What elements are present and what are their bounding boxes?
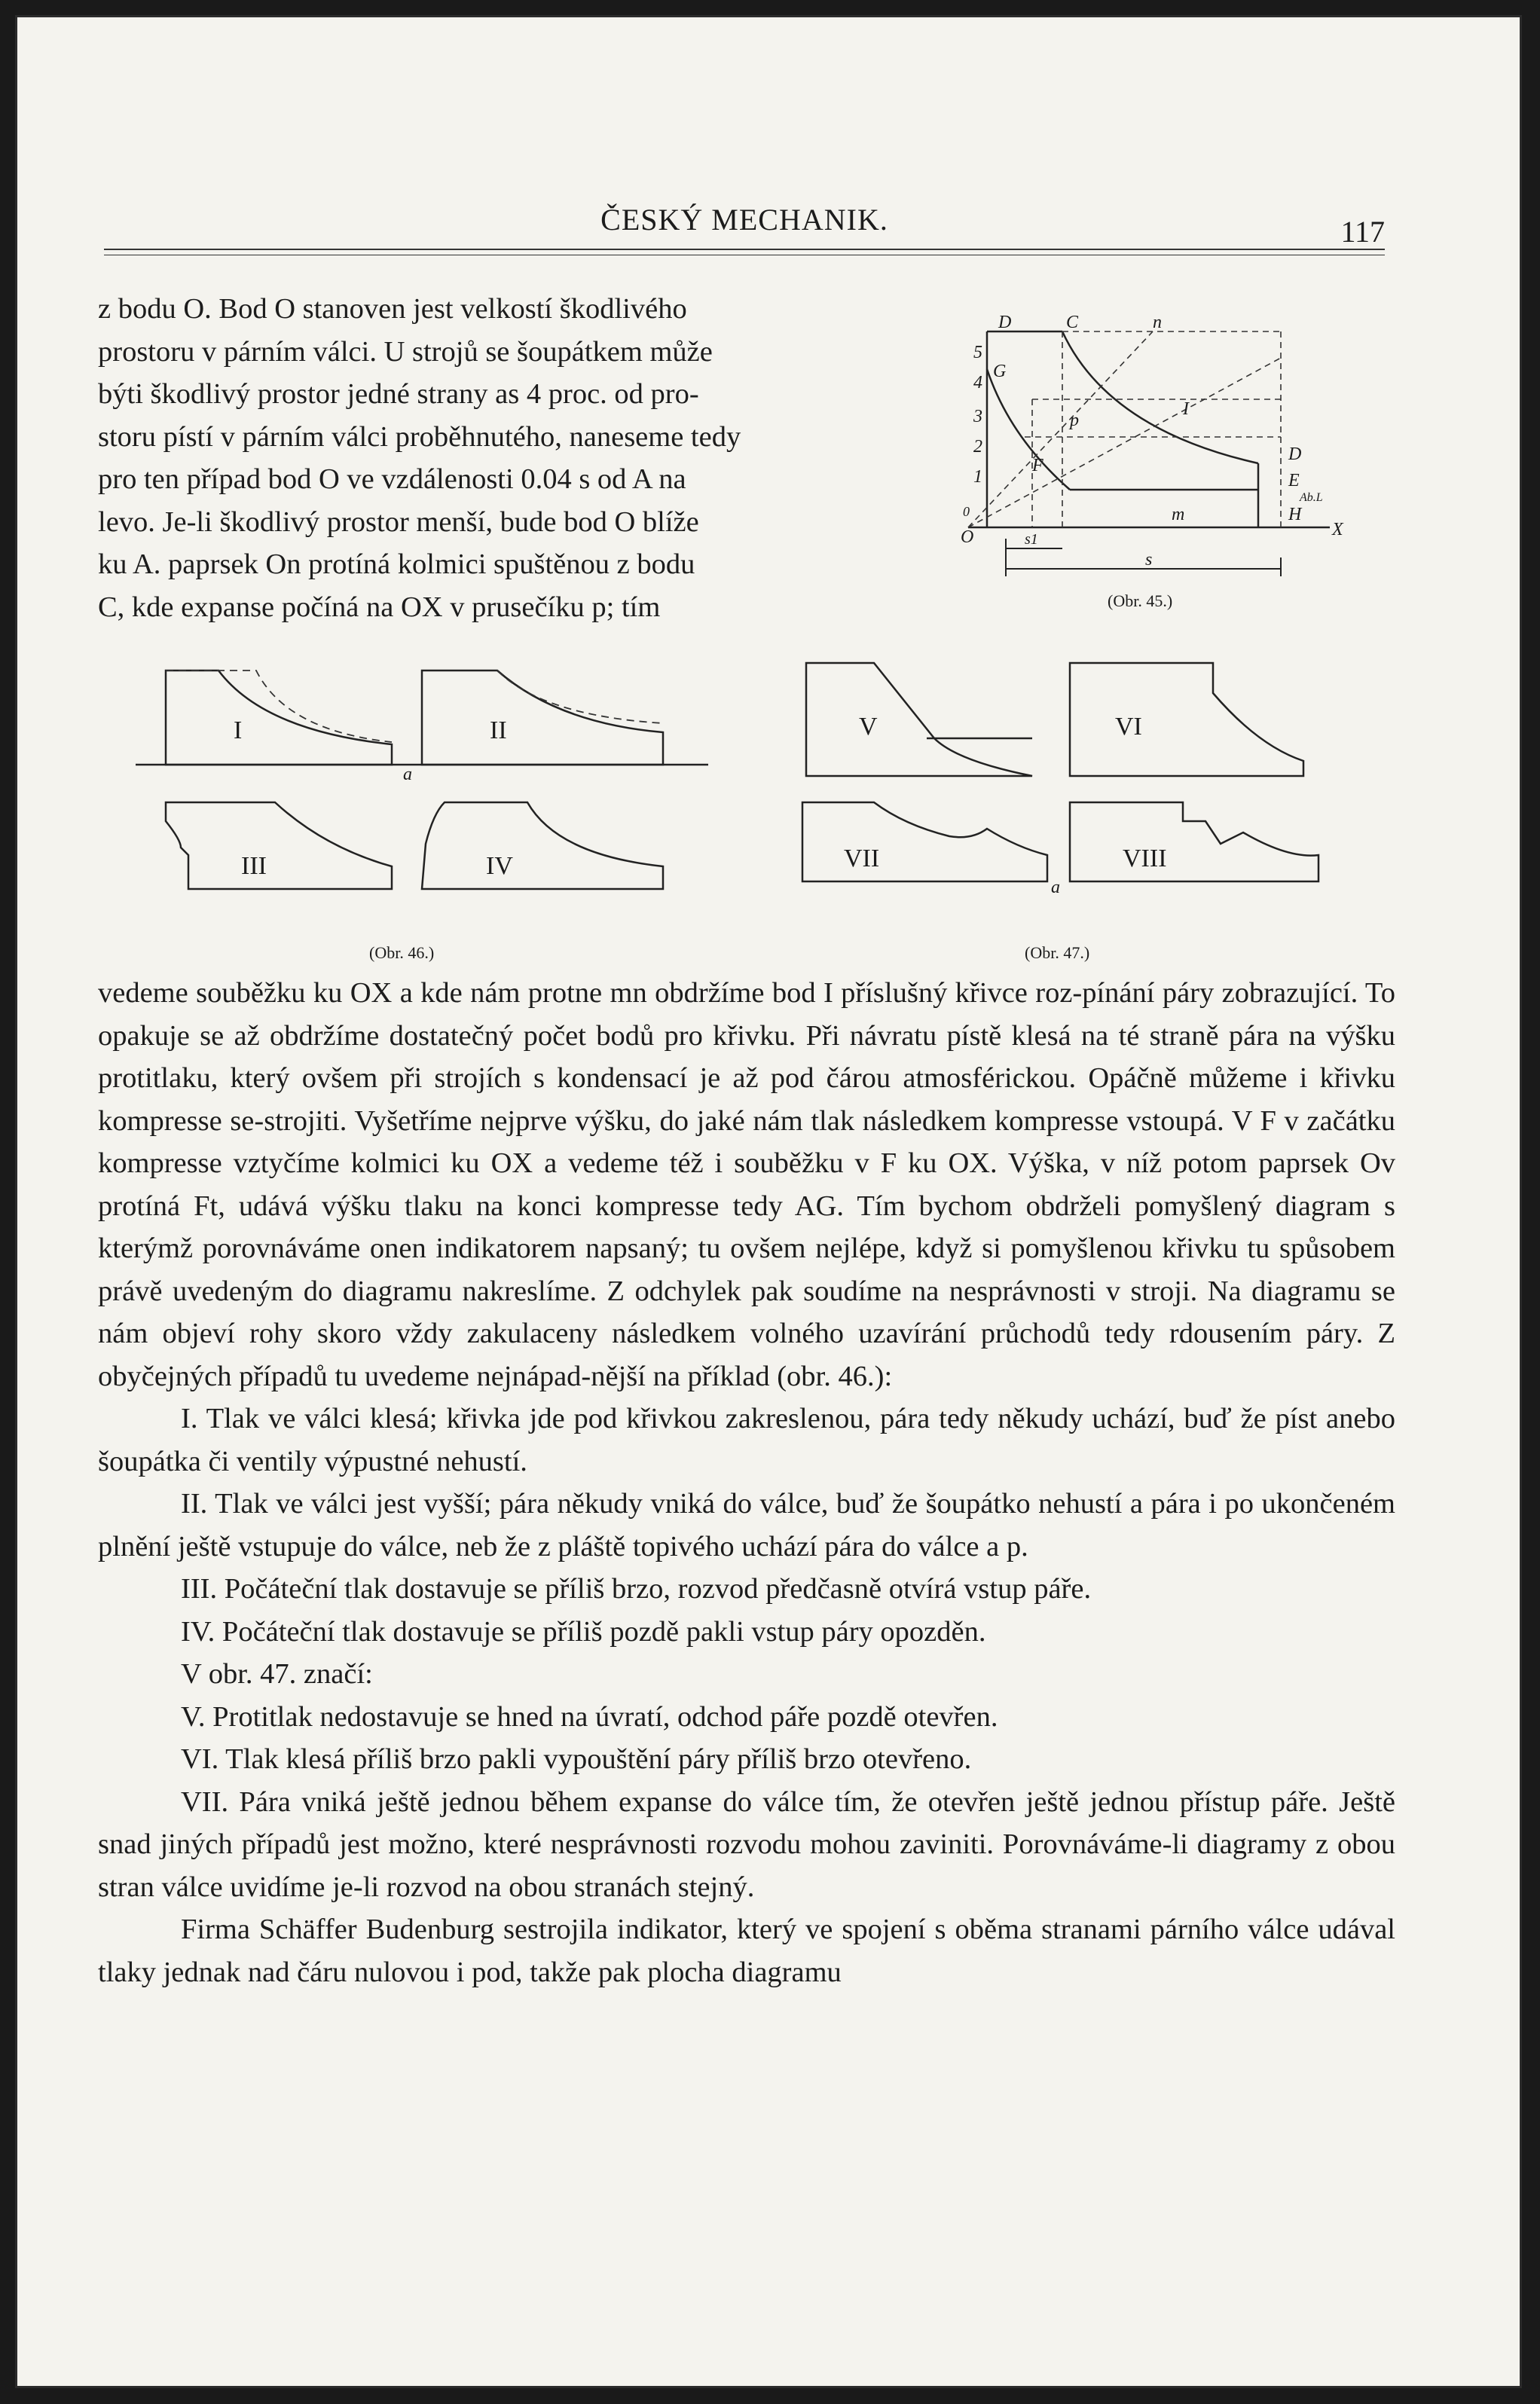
page-number: 117 <box>1340 215 1385 249</box>
fig45-label: D <box>998 313 1012 332</box>
fig45-label: I <box>1183 399 1189 419</box>
expansion-curve <box>1062 331 1258 463</box>
diagram-V <box>806 663 1032 776</box>
diagram-VIII <box>1070 802 1318 881</box>
figure-46-caption: (Obr. 46.) <box>369 943 435 962</box>
fig45-label: C <box>1066 313 1079 332</box>
body-paragraph: Firma Schäffer Budenburg sestrojila indikator, který ve spojení s oběma stranami párního válce udával tlaky jednak nad čáru nulovou i pod, takže pak plocha diagramu <box>98 1914 1395 1988</box>
intro-line: prostoru v párním válci. U strojů se šoupátkem může <box>98 335 713 368</box>
intro-line: ku A. paprsek On protíná kolmici spuštěnou z bodu <box>98 548 695 580</box>
fig45-label: s1 <box>1025 531 1038 548</box>
figure-45-drawing <box>934 301 1356 618</box>
diagram-II <box>422 670 663 765</box>
ideal-curve-I <box>166 670 392 742</box>
fig46-label: IV <box>486 852 513 880</box>
figure-47-drawing <box>791 648 1364 904</box>
fig45-label: 3 <box>973 407 982 426</box>
body-paragraph: vedeme souběžku ku OX a kde nám protne mn obdržíme bod I příslušný křivce roz-pínání páry zobrazující. To opakuje se až obdržíme dostatečný počet bodů pro křivku. Při návratu pístě klesá na té straně pára na výšku protitlaku, který ovšem při strojích s kondensací je až pod čárou atmosférickou. Opáčně můžeme i křivku kompresse se-strojiti. Vyšetříme nejprve výšku, do jaké nám tlak následkem kompresse vstoupá. V F v začátku kompresse vztyčíme kolmici ku OX a vedeme též i souběžku v F ku OX. Výška, v níž potom paprsek Ov protíná Ft, udává výšku tlaku na konci kompresse tedy AG. Tím bychom obdrželi pomyšlený diagram s kterýmž porovnáváme onen indikatorem napsaný; tu ovšem nejlépe, když si pomyšlenou křivku tu spůsobem právě uvedeným do diagramu nakreslíme. Z odchylek pak soudíme na nesprávnosti v stroji. Na diagramu se nám objeví rohy skoro vždy zakulaceny následkem volného uzavírání průchodů tedy rdousením páry. Z obyčejných případů tu uvedeme nejnápad-nější na příklad (obr. 46.): <box>98 977 1395 1392</box>
ray-2 <box>968 358 1281 527</box>
body-paragraph: V. Protitlak nedostavuje se hned na úvratí, odchod páře pozdě otevřen. <box>181 1700 998 1733</box>
fig45-label: D <box>1288 444 1302 464</box>
fig45-label: 4 <box>973 373 982 393</box>
body-paragraph: III. Počáteční tlak dostavuje se příliš brzo, rozvod předčasně otvírá vstup páře. <box>181 1573 1092 1605</box>
page <box>15 15 1522 2388</box>
body-paragraph: II. Tlak ve válci jest vyšší; pára někudy vniká do válce, buď že šoupátko nehustí a pára i po ukončeném plnění ještě vstupuje do válce, neb že z pláště topivého uchází pára do válce a p. <box>98 1488 1395 1562</box>
intro-line: C, kde expanse počíná na OX v prusečíku p; tím <box>98 591 661 623</box>
running-title: ČESKÝ MECHANIK. <box>600 203 888 237</box>
fig47-label: VII <box>844 845 880 872</box>
intro-line: z bodu O. Bod O stanoven jest velkostí škodlivého <box>98 293 687 325</box>
intro-line: pro ten případ bod O ve vzdálenosti 0.04 s od A na <box>98 463 686 495</box>
body-paragraph: VI. Tlak klesá příliš brzo pakli vypouštění páry příliš brzo otevřeno. <box>181 1743 972 1775</box>
fig45-label: n <box>1153 313 1162 332</box>
fig45-label: 5 <box>973 343 982 362</box>
intro-line: levo. Je-li škodlivý prostor menší, bude bod O blíže <box>98 506 699 538</box>
fig45-label: G <box>993 362 1007 381</box>
intro-line: storu pístí v párním válci proběhnutého, naneseme tedy <box>98 420 741 453</box>
fig45-label: 2 <box>973 437 982 457</box>
fig47-label: VI <box>1115 713 1142 741</box>
fig45-label: 0 <box>963 504 970 519</box>
figure-46-drawing <box>136 648 716 904</box>
fig46-label: III <box>241 852 267 880</box>
intro-line: býti škodlivý prostor jedné strany as 4 proc. od pro- <box>98 378 699 410</box>
header-rule <box>104 249 1385 250</box>
figure-47 <box>791 648 1364 964</box>
fig45-label: Ab.L <box>1300 491 1323 504</box>
body-paragraph: VII. Pára vniká ještě jednou během expanse do válce tím, že otevřen ještě jednou přístup páře. Ještě snad jiných případů jest možno, které nesprávnosti rozvodu mohou zaviniti. Porovnáváme-li diagramy z obou stran válce uvidíme je-li rozvod na obou stranách stejný. <box>98 1785 1395 1903</box>
figure-45-caption: (Obr. 45.) <box>1108 591 1173 610</box>
fig45-label: E <box>1288 471 1300 490</box>
fig45-label: 1 <box>973 467 982 487</box>
fig47-label: V <box>859 713 878 741</box>
figure-45 <box>934 301 1356 618</box>
compression-curve <box>987 369 1070 490</box>
fig45-label: p <box>1070 411 1079 430</box>
diagram-I <box>166 670 392 765</box>
body-text <box>98 972 1395 1993</box>
fig45-label: m <box>1172 505 1185 524</box>
figure-46 <box>136 648 716 964</box>
ray-on <box>968 331 1153 527</box>
page-header <box>104 196 1385 249</box>
fig46-label: I <box>234 716 243 744</box>
body-paragraph: I. Tlak ve válci klesá; křivka jde pod křivkou zakreslenou, pára tedy někudy uchází, buď že píst anebo šoupátka či ventily výpustné nehustí. <box>98 1403 1395 1477</box>
diagram-III <box>166 802 392 889</box>
intro-paragraph <box>98 288 919 628</box>
fig47-label: VIII <box>1123 845 1167 872</box>
body-paragraph: IV. Počáteční tlak dostavuje se příliš pozdě pakli vstup páry opozděn. <box>181 1615 986 1648</box>
diagram-VI <box>1070 663 1303 776</box>
fig45-label: F <box>1032 456 1043 475</box>
body-paragraph: V obr. 47. značí: <box>181 1658 373 1690</box>
fig45-label: X <box>1332 520 1343 539</box>
fig46-label: II <box>490 716 507 744</box>
fig45-label: s <box>1145 550 1153 570</box>
fig47-label: a <box>1051 878 1060 897</box>
fig45-label: O <box>961 527 974 547</box>
diagram-VII <box>802 802 1047 881</box>
figure-47-caption: (Obr. 47.) <box>1025 943 1090 962</box>
diagram-IV <box>422 802 663 889</box>
fig46-label: a <box>403 765 412 784</box>
fig45-label: H <box>1288 505 1302 524</box>
